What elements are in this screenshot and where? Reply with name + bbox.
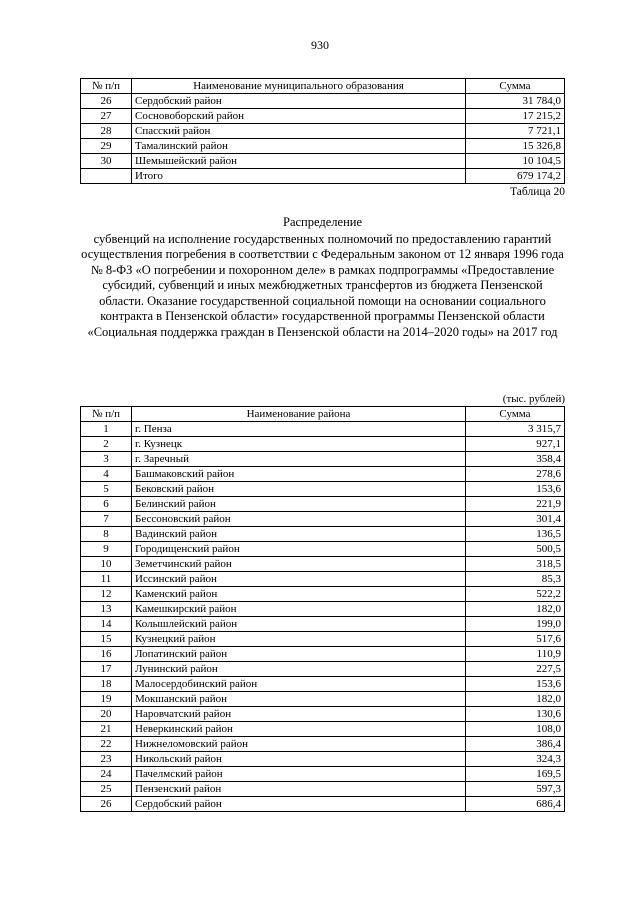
cell-sum: 522,2 — [466, 587, 565, 602]
table-label: Таблица 20 — [510, 186, 565, 198]
cell-number: 28 — [81, 124, 132, 139]
table-row — [81, 512, 565, 527]
table-row — [81, 797, 565, 812]
summary-table-body — [81, 94, 565, 184]
cell-name: Земетчинский район — [132, 557, 466, 572]
table-row — [81, 662, 565, 677]
cell-number: 22 — [81, 737, 132, 752]
cell-number: 11 — [81, 572, 132, 587]
table-row — [81, 437, 565, 452]
cell-name: Наровчатский район — [132, 707, 466, 722]
cell-name: Лопатинский район — [132, 647, 466, 662]
cell-sum: 85,3 — [466, 572, 565, 587]
cell-name: Вадинский район — [132, 527, 466, 542]
table-row — [81, 109, 565, 124]
table-row — [81, 617, 565, 632]
table-row — [81, 139, 565, 154]
cell-sum: 679 174,2 — [466, 169, 565, 184]
table-row — [81, 542, 565, 557]
cell-sum: 153,6 — [466, 677, 565, 692]
cell-sum: 15 326,8 — [466, 139, 565, 154]
cell-number: 17 — [81, 662, 132, 677]
table-row — [81, 602, 565, 617]
cell-number: 8 — [81, 527, 132, 542]
cell-number: 21 — [81, 722, 132, 737]
cell-sum: 169,5 — [466, 767, 565, 782]
cell-name: г. Пенза — [132, 422, 466, 437]
cell-name: Иссинский район — [132, 572, 466, 587]
cell-sum: 182,0 — [466, 692, 565, 707]
cell-number: 20 — [81, 707, 132, 722]
cell-number: 14 — [81, 617, 132, 632]
cell-name: Тамалинский район — [132, 139, 466, 154]
cell-name: Мокшанский район — [132, 692, 466, 707]
cell-name: Спасский район — [132, 124, 466, 139]
cell-sum: 597,3 — [466, 782, 565, 797]
heading-title: Распределение — [283, 215, 362, 229]
table-row — [81, 677, 565, 692]
table-row — [81, 154, 565, 169]
table-row — [81, 527, 565, 542]
cell-number: 7 — [81, 512, 132, 527]
table-row — [81, 587, 565, 602]
cell-number: 4 — [81, 467, 132, 482]
cell-name: Малосердобинский район — [132, 677, 466, 692]
table-header-row — [81, 407, 565, 422]
cell-name: Лунинский район — [132, 662, 466, 677]
cell-name: г. Кузнецк — [132, 437, 466, 452]
column-header-number: № п/п — [81, 79, 132, 94]
cell-name: г. Заречный — [132, 452, 466, 467]
table-row — [81, 169, 565, 184]
cell-sum: 130,6 — [466, 707, 565, 722]
cell-number: 13 — [81, 602, 132, 617]
page-number: 930 — [311, 38, 329, 52]
summary-table-continued — [80, 78, 565, 184]
cell-sum: 358,4 — [466, 452, 565, 467]
cell-sum: 182,0 — [466, 602, 565, 617]
cell-name: Белинский район — [132, 497, 466, 512]
cell-sum: 17 215,2 — [466, 109, 565, 124]
cell-number: 12 — [81, 587, 132, 602]
table-row — [81, 692, 565, 707]
cell-name: Никольский район — [132, 752, 466, 767]
cell-sum: 199,0 — [466, 617, 565, 632]
cell-sum: 318,5 — [466, 557, 565, 572]
table-header-row — [81, 79, 565, 94]
cell-number: 16 — [81, 647, 132, 662]
table-row — [81, 482, 565, 497]
cell-name: Сосновоборский район — [132, 109, 466, 124]
cell-number: 29 — [81, 139, 132, 154]
cell-number: 24 — [81, 767, 132, 782]
table-row — [81, 737, 565, 752]
cell-name: Кузнецкий район — [132, 632, 466, 647]
table-row — [81, 632, 565, 647]
cell-number: 6 — [81, 497, 132, 512]
distribution-table — [80, 406, 565, 812]
column-header-number: № п/п — [81, 407, 132, 422]
cell-number: 25 — [81, 782, 132, 797]
cell-number: 10 — [81, 557, 132, 572]
cell-name: Колышлейский район — [132, 617, 466, 632]
cell-number: 26 — [81, 94, 132, 109]
table-row — [81, 752, 565, 767]
cell-sum: 227,5 — [466, 662, 565, 677]
column-header-name: Наименование района — [132, 407, 466, 422]
cell-number — [81, 169, 132, 184]
cell-name: Камешкирский район — [132, 602, 466, 617]
cell-name: Сердобский район — [132, 797, 466, 812]
cell-number: 30 — [81, 154, 132, 169]
distribution-table-body — [81, 422, 565, 812]
cell-number: 19 — [81, 692, 132, 707]
cell-sum: 517,6 — [466, 632, 565, 647]
cell-number: 9 — [81, 542, 132, 557]
cell-name: Неверкинский район — [132, 722, 466, 737]
cell-sum: 500,5 — [466, 542, 565, 557]
cell-name: Бессоновский район — [132, 512, 466, 527]
column-header-sum: Сумма — [466, 407, 565, 422]
cell-number: 2 — [81, 437, 132, 452]
cell-sum: 301,4 — [466, 512, 565, 527]
cell-number: 3 — [81, 452, 132, 467]
cell-number: 5 — [81, 482, 132, 497]
cell-name: Бековский район — [132, 482, 466, 497]
cell-number: 15 — [81, 632, 132, 647]
cell-name: Башмаковский район — [132, 467, 466, 482]
cell-sum: 10 104,5 — [466, 154, 565, 169]
heading-body: субвенций на исполнение государственных полномочий по предоставлению гарантий осуществления погребения в соответствии с Федеральным законом от 12 января 1996 года № 8-ФЗ «О погребении и похоронном деле» в рамках подпрограммы «Предоставление субсидий, субвенций и иных межбюджетных трансфертов из бюджета Пензенской области. Оказание государственной социальной помощи на основании социального контракта в Пензенской области» государственной программы Пензенской области «Социальная поддержка граждан в Пензенской области на 2014–2020 годы» на 2017 год — [81, 231, 564, 339]
table-row — [81, 422, 565, 437]
column-header-sum: Сумма — [466, 79, 565, 94]
table-row — [81, 707, 565, 722]
cell-sum: 153,6 — [466, 482, 565, 497]
cell-number: 18 — [81, 677, 132, 692]
cell-sum: 278,6 — [466, 467, 565, 482]
cell-sum: 31 784,0 — [466, 94, 565, 109]
cell-name: Пачелмский район — [132, 767, 466, 782]
cell-name: Городищенский район — [132, 542, 466, 557]
table-row — [81, 767, 565, 782]
cell-sum: 324,3 — [466, 752, 565, 767]
cell-sum: 386,4 — [466, 737, 565, 752]
table-row — [81, 124, 565, 139]
cell-number: 26 — [81, 797, 132, 812]
cell-sum: 7 721,1 — [466, 124, 565, 139]
cell-sum: 108,0 — [466, 722, 565, 737]
cell-name: Шемышейский район — [132, 154, 466, 169]
cell-name: Пензенский район — [132, 782, 466, 797]
table-row — [81, 782, 565, 797]
table-row — [81, 557, 565, 572]
table-row — [81, 647, 565, 662]
cell-number: 27 — [81, 109, 132, 124]
table-row — [81, 467, 565, 482]
cell-sum: 3 315,7 — [466, 422, 565, 437]
cell-sum: 110,9 — [466, 647, 565, 662]
cell-name: Итого — [132, 169, 466, 184]
cell-name: Нижнеломовский район — [132, 737, 466, 752]
table-row — [81, 572, 565, 587]
table-row — [81, 94, 565, 109]
unit-label: (тыс. рублей) — [502, 393, 565, 405]
section-heading — [80, 215, 565, 340]
cell-number: 23 — [81, 752, 132, 767]
cell-name: Сердобский район — [132, 94, 466, 109]
table-row — [81, 722, 565, 737]
column-header-name: Наименование муниципального образования — [132, 79, 466, 94]
table-row — [81, 497, 565, 512]
table-row — [81, 452, 565, 467]
cell-number: 1 — [81, 422, 132, 437]
cell-sum: 136,5 — [466, 527, 565, 542]
cell-sum: 221,9 — [466, 497, 565, 512]
cell-sum: 927,1 — [466, 437, 565, 452]
cell-name: Каменский район — [132, 587, 466, 602]
cell-sum: 686,4 — [466, 797, 565, 812]
